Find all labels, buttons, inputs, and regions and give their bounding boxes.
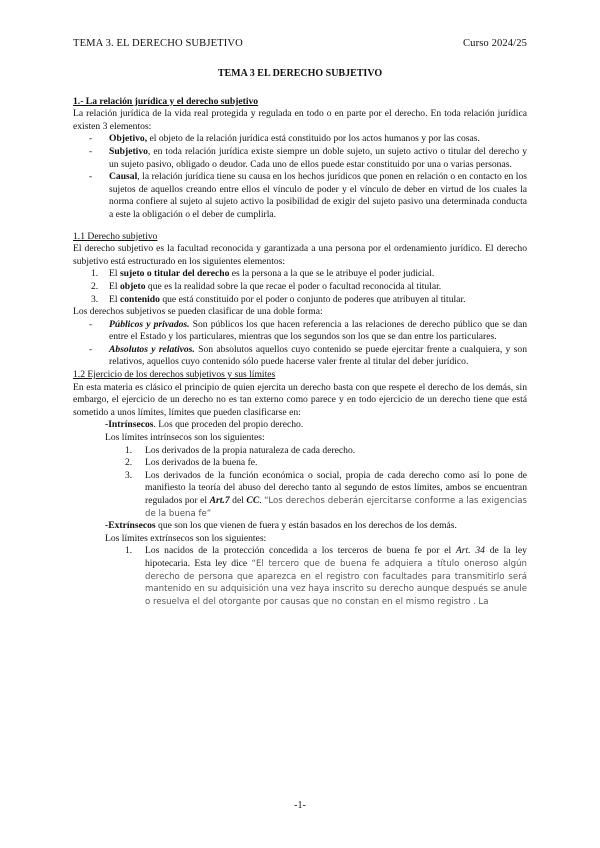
- item-text: Los nacidos de la protección concedida a los terceros de buena fe por el: [145, 545, 456, 557]
- item-text: del: [229, 495, 247, 506]
- bullet-marker: -: [89, 133, 93, 145]
- item-text: , la relación jurídica tiene su causa en los hechos jurídicos que ponen en relación o en contacto en los sujetos de aquellos creando entre ellos el vínculo de poder y el vínculo de deber en virtud de los cuales la norma confiere al sujeto al sujeto activo la posibilidad de exigir del sujeto pasivo una determinada conducta a este la obligación o el deber de cumplirla.: [109, 171, 527, 220]
- subsection-heading: 1.1 Derecho subjetivo: [73, 230, 158, 242]
- header-right: Curso 2024/25: [463, 38, 527, 49]
- term: sujeto o titular del derecho: [119, 268, 230, 280]
- item-text: El: [109, 268, 120, 280]
- term: Objetivo,: [109, 133, 148, 145]
- item-text: El: [109, 280, 120, 292]
- item-text: Los derivados de la función económica o social, propia de cada derecho como así lo pone de manifiesto la teoría del abuso del derecho tanto al segundo de estos límites, ambos se encuentran regulados por el: [145, 469, 527, 506]
- section-heading: 1.- La relación jurídica y el derecho subjetivo: [73, 95, 259, 107]
- bullet-marker: -: [89, 318, 93, 330]
- term: Causal: [109, 171, 138, 183]
- item-text: Son absolutos aquellos cuyo contenido se puede ejercitar frente a cualquiera, y son relativos, aquellos cuyo contenido sólo puede hacerse valer frente al titular del deber jurídico.: [109, 343, 527, 368]
- list-item: [73, 545, 527, 608]
- bullet-marker: -: [89, 343, 93, 355]
- header-left: TEMA 3. EL DERECHO SUBJETIVO: [73, 38, 243, 49]
- paragraph: En esta materia es clásico el principio de quien ejercita un derecho basta con que respete el derecho de los demás, sin embargo, el ejercicio de un derecho no es tan externo como parece y en todo ejercicio de un derecho tiene que está sometido a unos límites, límites que pueden clasificarse en:: [73, 381, 527, 418]
- list-item: [73, 171, 527, 221]
- number-marker: 2.: [125, 457, 133, 469]
- list-item: [73, 319, 527, 344]
- list-item: [73, 294, 527, 307]
- quote: “El tercero que de buena fe adquiera a título oneroso algún derecho de persona que aparezca en el registro con facultades para transmitirlo será mantenido en su adquisición una vez haya inscrito su derecho aunque después se anule o resuelva el del otorgante por causas que no constan en el mismo registro . La: [145, 558, 527, 607]
- article-ref: Art.7: [209, 495, 230, 506]
- paragraph: Los límites intrínsecos son los siguientes:: [105, 432, 265, 444]
- term: contenido: [119, 293, 160, 305]
- item-text: Son públicos los que hacen referencia a las relaciones de derecho público que se dan entre el Estado y los particulares, mientras que los segundos son los que se dan entre los particulares.: [109, 318, 527, 343]
- item-text: el objeto de la relación jurídica está constituido por los actos humanos y por las cosas.: [147, 133, 480, 145]
- paragraph: Los límites extrínsecos son los siguientes:: [105, 532, 267, 544]
- term: Subjetivo: [109, 145, 148, 157]
- list-item: [73, 281, 527, 294]
- item-text: de la ley hipotecaria. Esta ley dice: [145, 545, 527, 569]
- document-body: [73, 68, 527, 608]
- list-item: [73, 445, 527, 458]
- page-number: -1-: [294, 800, 306, 811]
- term: Públicos y privados.: [109, 318, 190, 330]
- article-ref: Art. 34: [455, 545, 485, 557]
- list-item: [73, 457, 527, 470]
- item-text: que es la realidad sobre la que recae el poder o facultad reconocida al titular.: [145, 280, 442, 292]
- term: -Extrínsecos: [105, 520, 156, 532]
- item-text: , en toda relación jurídica existe siempre un doble sujeto, un sujeto activo o titular del derecho y un sujeto pasivo, obligado o deudor. Cada uno de ellos puede estar constituido por una o varias personas.: [109, 145, 527, 170]
- term: -Intrínsecos: [105, 419, 154, 431]
- subsection-heading: 1.2 Ejercicio de los derechos subjetivos y sus límites: [73, 369, 276, 381]
- list-item: [73, 344, 527, 369]
- term: objeto: [119, 280, 146, 292]
- quote: “Los derechos deberán ejercitarse conforme a las exigencias de la buena fe”: [145, 496, 527, 519]
- paragraph: La relación jurídica de la vida real protegida y regulada en todo o en parte por el derecho. En toda relación jurídica existen 3 elementos:: [73, 108, 527, 132]
- limit-type: [73, 520, 527, 533]
- item-text: El: [109, 293, 120, 305]
- number-marker: 1.: [91, 268, 99, 280]
- code-ref: CC: [246, 495, 260, 506]
- number-marker: 1.: [125, 545, 133, 557]
- number-marker: 3.: [91, 293, 99, 305]
- item-text: es la persona a la que se le atribuye el poder judicial.: [229, 268, 435, 280]
- paragraph: El derecho subjetivo es la facultad reconocida y garantizada a una persona por el ordenamiento jurídico. El derecho subjetivo está estructurado en los siguientes elementos:: [73, 243, 527, 267]
- list-item: [73, 146, 527, 171]
- list-item: [73, 268, 527, 281]
- number-marker: 2.: [91, 280, 99, 292]
- number-marker: 3.: [125, 469, 133, 481]
- item-text: .: [259, 495, 265, 506]
- item-text: Los derivados de la buena fe.: [145, 457, 258, 469]
- list-item: [73, 470, 527, 520]
- bullet-marker: -: [89, 171, 93, 183]
- item-text: que son los que vienen de fuera y están basados en los derechos de los demás.: [155, 520, 457, 532]
- item-text: que está constituido por el poder o conjunto de poderes que atribuyen al titular.: [159, 293, 466, 305]
- item-text: . Los que proceden del propio derecho.: [153, 419, 304, 431]
- item-text: Los derivados de la propia naturaleza de cada derecho.: [145, 444, 356, 456]
- paragraph: Los derechos subjetivos se pueden clasificar de una doble forma:: [73, 306, 323, 318]
- term: Absolutos y relativos.: [109, 343, 195, 355]
- document-title: TEMA 3 EL DERECHO SUBJETIVO: [217, 68, 383, 79]
- bullet-marker: -: [89, 145, 93, 157]
- list-item: [73, 133, 527, 146]
- limit-type: [73, 419, 527, 432]
- number-marker: 1.: [125, 444, 133, 456]
